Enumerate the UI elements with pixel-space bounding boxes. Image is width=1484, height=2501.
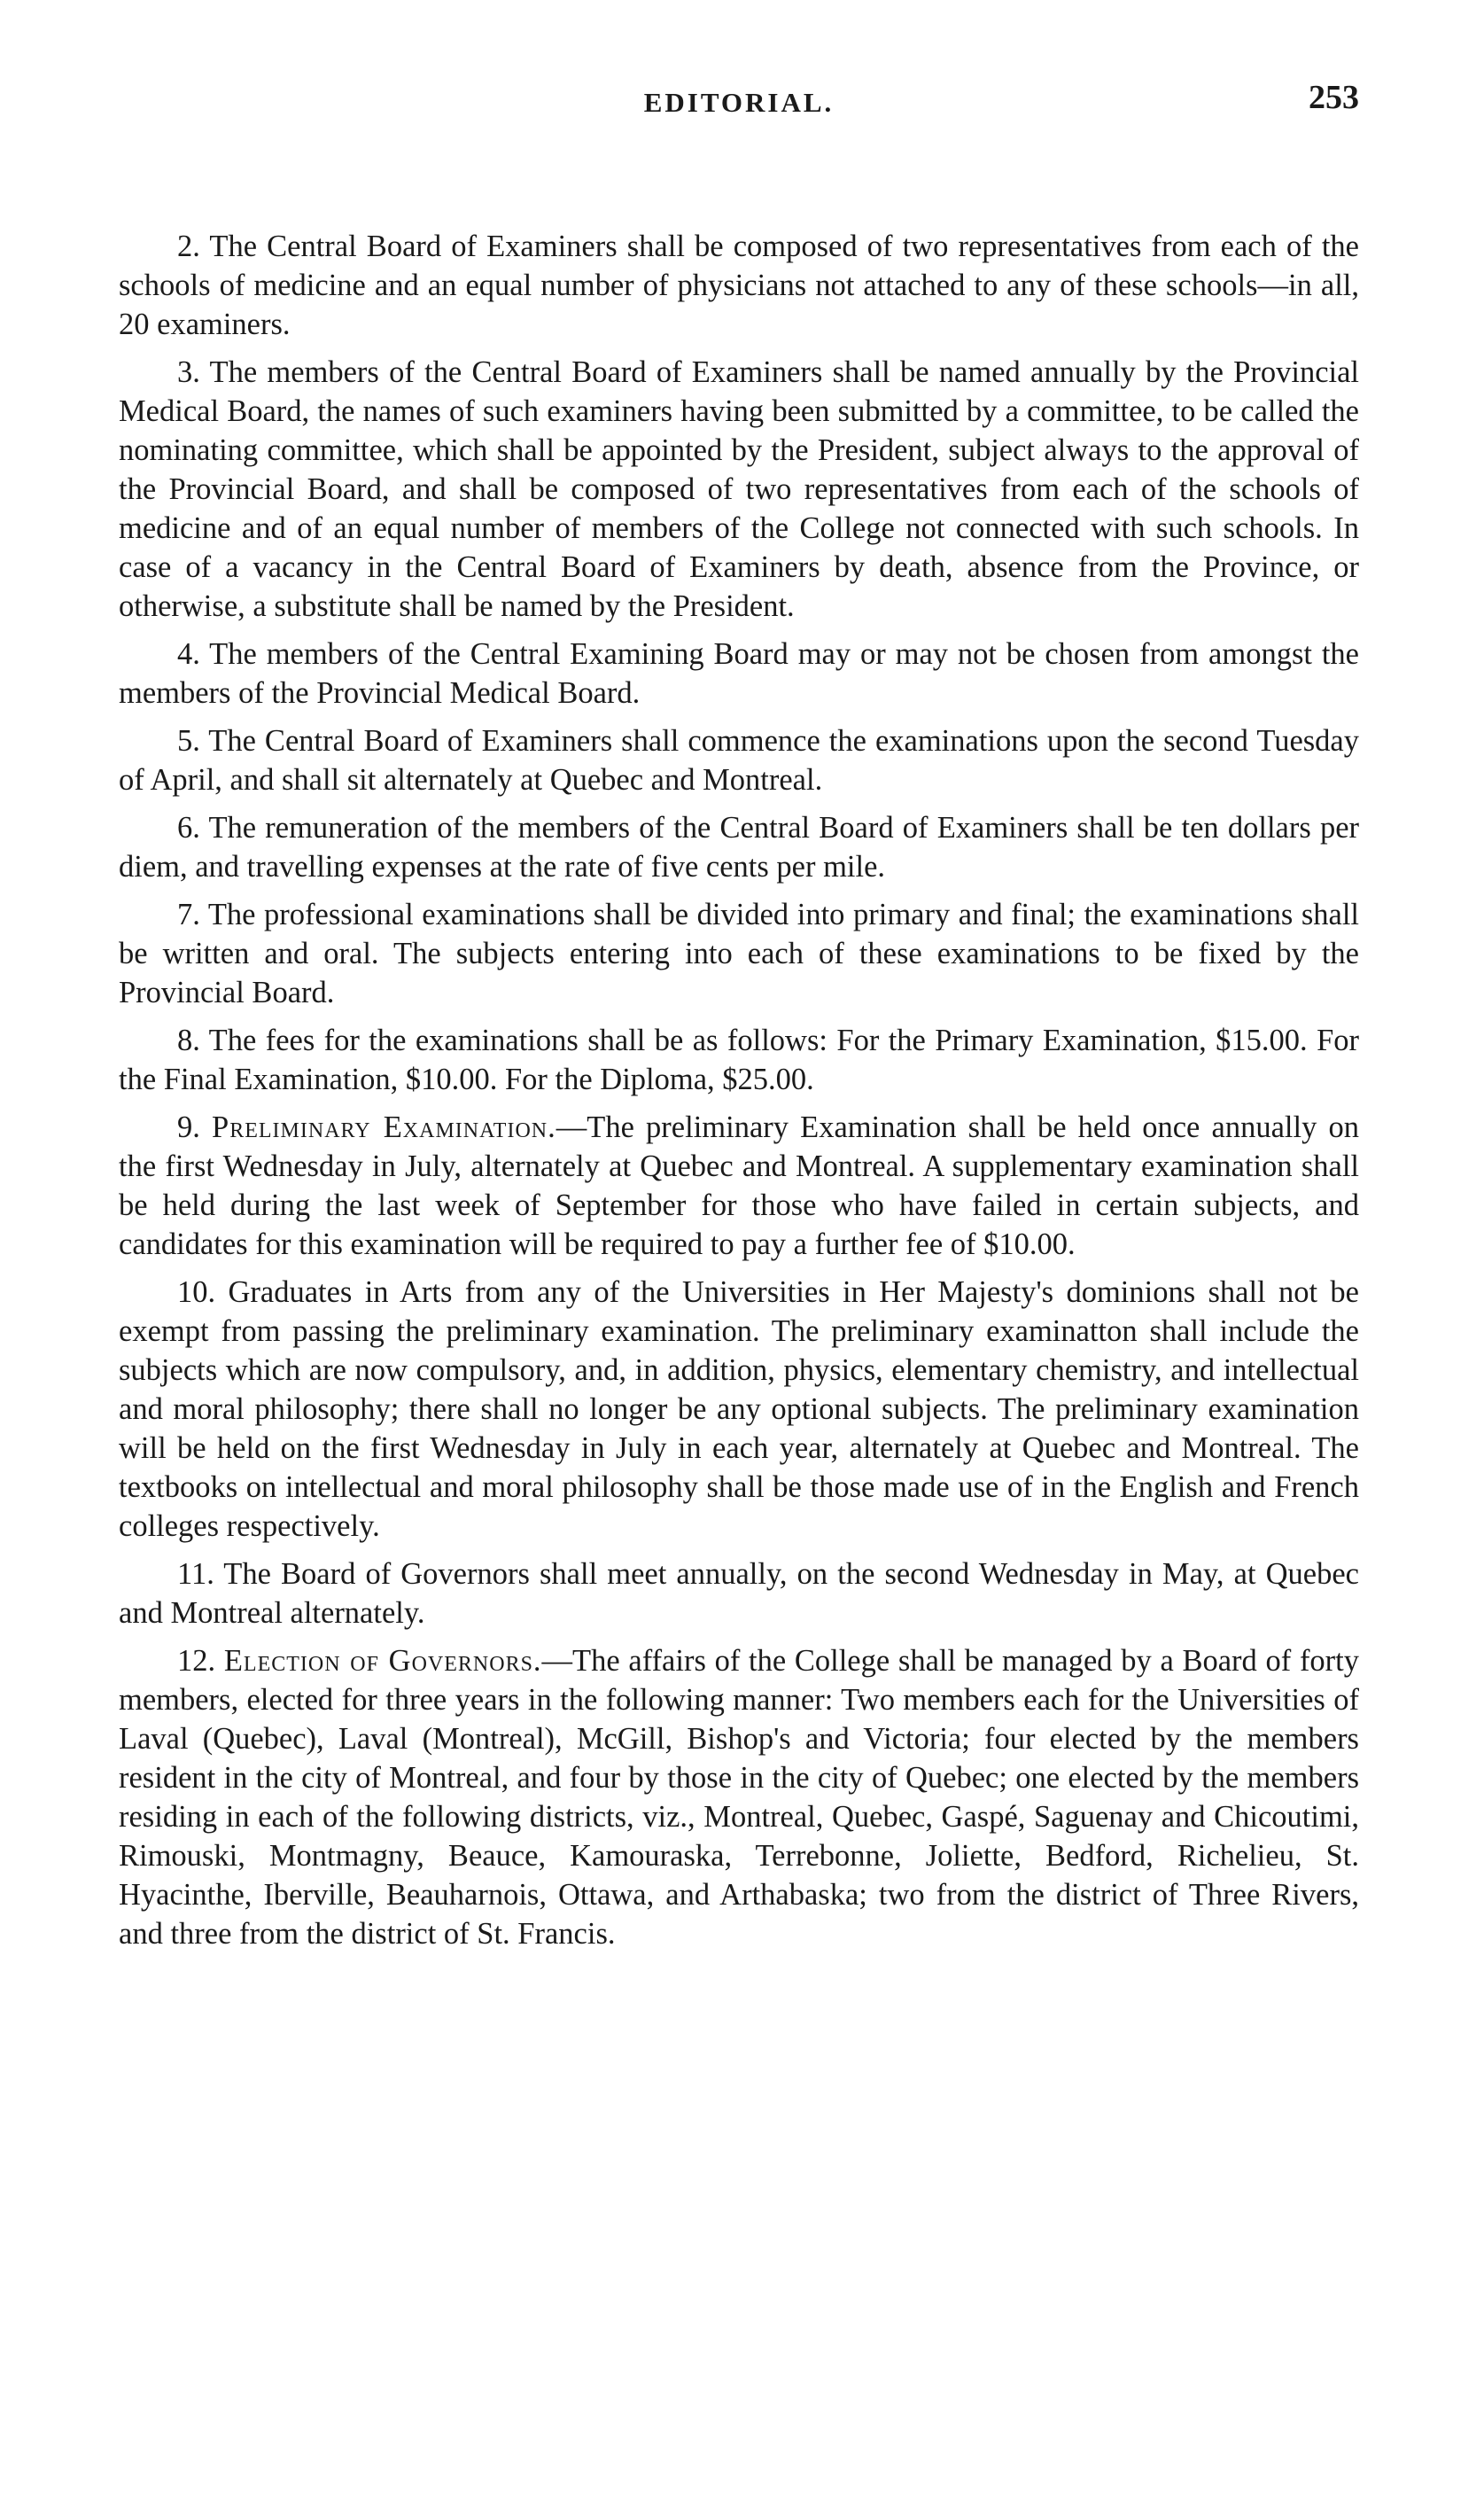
paragraph-9 <box>119 1108 1359 1264</box>
paragraph-4 <box>119 635 1359 713</box>
paragraph-12-text: —The affairs of the College shall be managed by a Board of forty members, elected for three years in the following manner: Two members each for the Universities of Laval (Quebec), Laval (Montreal), McGill, Bishop's and Victoria; four elected by the members resident in the city of Montreal, and four by those in the city of Quebec; one elected by the members residing in each of the following districts, viz., Montreal, Quebec, Gaspé, Saguenay and Chicoutimi, Rimouski, Montmagny, Beauce, Kamouraska, Terrebonne, Joliette, Bedford, Richelieu, St. Hyacinthe, Iberville, Beauharnois, Ottawa, and Arthabaska; two from the district of Three Rivers, and three from the district of St. Francis. <box>119 1644 1360 1951</box>
page-number: 253 <box>1309 79 1359 116</box>
running-title: EDITORIAL. <box>643 87 835 118</box>
paragraph-9-text: —The preliminary Examination shall be held once annually on the first Wednesday in July, alternately at Quebec and Montreal. A supplementary examination shall be held during the last week of September for those who have failed in certain subjects, and candidates for this examination will be required to pay a further fee of $10.00. <box>119 1110 1359 1261</box>
paragraph-12 <box>119 1641 1359 1953</box>
paragraph-11-text: 11. The Board of Governors shall meet annually, on the second Wednesday in May, at Quebec and Montreal alternately. <box>119 1557 1359 1630</box>
paragraph-2 <box>119 227 1359 344</box>
paragraph-8-text: 8. The fees for the examinations shall be as follows: For the Primary Examination, $15.00. For the Final Examination, $10.00. For the Diploma, $25.00. <box>119 1024 1359 1096</box>
paragraph-5 <box>119 721 1359 799</box>
journal-page <box>119 71 1359 1962</box>
paragraph-11 <box>119 1554 1359 1632</box>
paragraph-7-text: 7. The professional examinations shall be divided into primary and final; the examinations shall be written and oral. The subjects entering into each of these examinations to be fixed by the Provincial Board. <box>119 898 1359 1009</box>
body-text <box>119 227 1359 1953</box>
paragraph-3-text: 3. The members of the Central Board of Examiners shall be named annually by the Provincial Medical Board, the names of such examiners having been submitted by a committee, to be called the nominating committee, which shall be appointed by the President, subject always to the approval of the Provincial Board, and shall be composed of two representatives from each of the schools of medicine and of an equal number of members of the College not connected with such schools. In case of a vacancy in the Central Board of Examiners by death, absence from the Province, or otherwise, a substitute shall be named by the President. <box>119 355 1359 623</box>
running-header <box>119 71 1359 142</box>
paragraph-12-number: 12. <box>177 1644 224 1678</box>
paragraph-7 <box>119 895 1359 1012</box>
paragraph-6-text: 6. The remuneration of the members of the Central Board of Examiners shall be ten dollars per diem, and travelling expenses at the rate of five cents per mile. <box>119 811 1359 884</box>
paragraph-8 <box>119 1021 1359 1099</box>
paragraph-3 <box>119 353 1359 626</box>
paragraph-9-number: 9. <box>177 1110 213 1144</box>
paragraph-12-heading: Election of Governors. <box>223 1644 542 1678</box>
paragraph-9-heading: Preliminary Examination. <box>212 1110 556 1144</box>
paragraph-4-text: 4. The members of the Central Examining Board may or may not be chosen from amongst the members of the Provincial Medical Board. <box>119 637 1359 710</box>
paragraph-6 <box>119 808 1359 886</box>
paragraph-2-text: 2. The Central Board of Examiners shall be composed of two representatives from each of the schools of medicine and an equal number of physicians not attached to any of these schools—in all, 20 examiners. <box>119 230 1359 341</box>
paragraph-10 <box>119 1273 1359 1546</box>
paragraph-10-text: 10. Graduates in Arts from any of the Universities in Her Majesty's dominions shall not be exempt from passing the preliminary examination. The preliminary examinatton shall include the subjects which are now compulsory, and, in addition, physics, elementary chemistry, and intellectual and moral philosophy; there shall no longer be any optional subjects. The preliminary examination will be held on the first Wednesday in July in each year, alternately at Quebec and Montreal. The textbooks on intellectual and moral philosophy shall be those made use of in the English and French colleges respectively. <box>119 1275 1359 1543</box>
paragraph-5-text: 5. The Central Board of Examiners shall commence the examinations upon the second Tuesday of April, and shall sit alternately at Quebec and Montreal. <box>119 724 1359 797</box>
